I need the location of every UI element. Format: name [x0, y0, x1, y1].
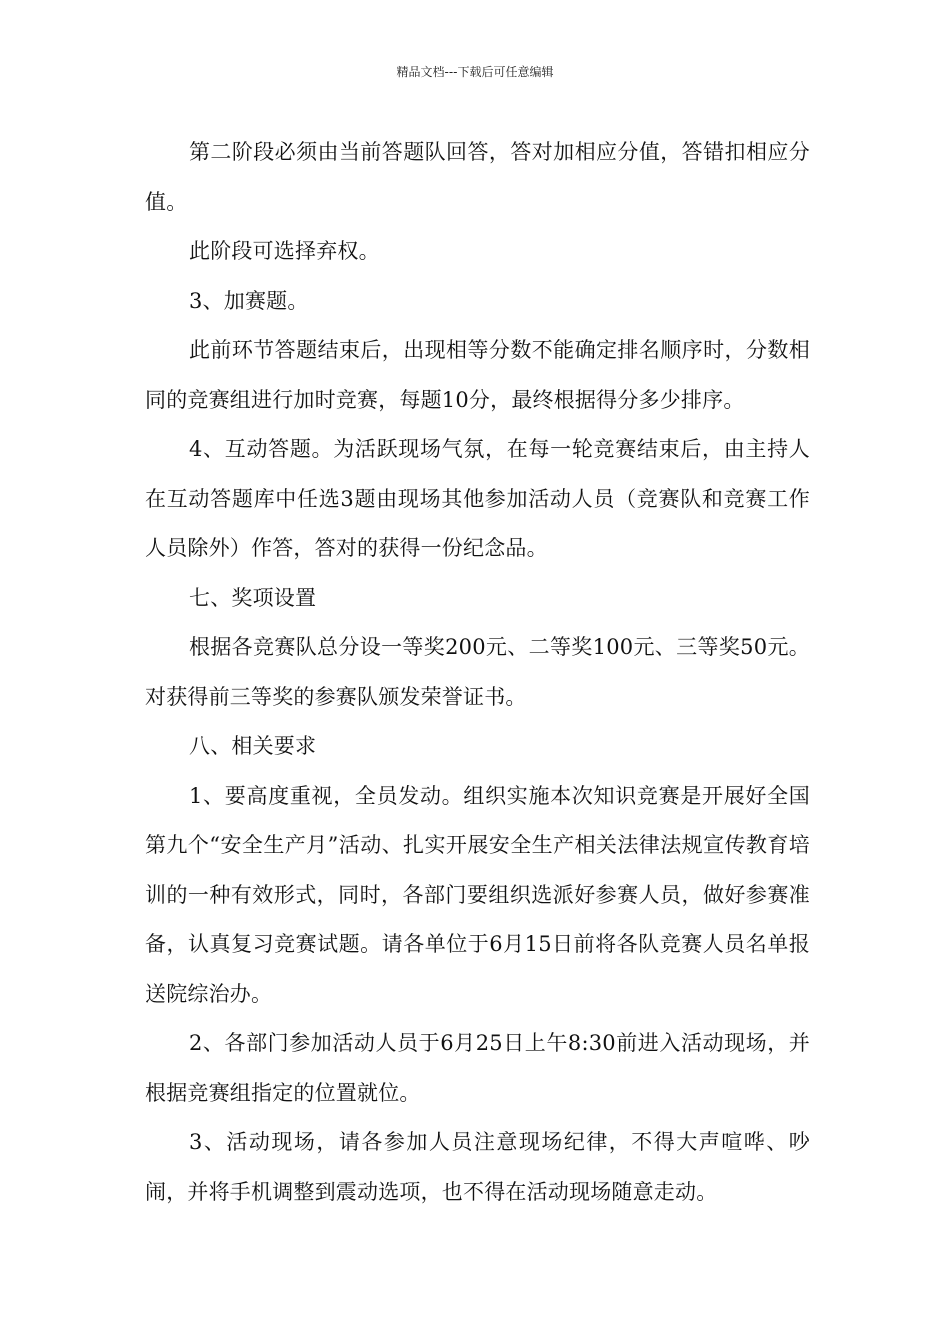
page-header: 精品文档---下载后可任意编辑 — [396, 65, 554, 79]
paragraph-requirement-2: 2、各部门参加活动人员于6月25日上午8:30前进入活动现场，并根据竞赛组指定的位置就位。 — [145, 1031, 810, 1105]
section-heading-requirements: 八、相关要求 — [189, 734, 317, 758]
paragraph-interactive-questions: 4、互动答题。为活跃现场气氛，在每一轮竞赛结束后，由主持人在互动答题库中任选3题由现场其他参加活动人员（竞赛队和竞赛工作人员除外）作答，答对的获得一份纪念品。 — [145, 437, 810, 560]
paragraph-waiver: 此阶段可选择弃权。 — [189, 239, 380, 263]
document-body — [145, 128, 810, 1217]
paragraph-tiebreak-rules: 此前环节答题结束后，出现相等分数不能确定排名顺序时，分数相同的竞赛组进行加时竞赛，每题10分，最终根据得分多少排序。 — [145, 338, 810, 412]
section-heading-awards: 七、奖项设置 — [189, 585, 317, 610]
paragraph-requirement-3: 3、活动现场，请各参加人员注意现场纪律，不得大声喧哗、吵闹，并将手机调整到震动选项，也不得在活动现场随意走动。 — [145, 1130, 810, 1204]
paragraph-stage-two-rules: 第二阶段必须由当前答题队回答，答对加相应分值，答错扣相应分值。 — [145, 140, 810, 214]
paragraph-requirement-1: 1、要高度重视，全员发动。组织实施本次知识竞赛是开展好全国第九个“安全生产月”活动、扎实开展安全生产相关法律法规宣传教育培训的一种有效形式，同时，各部门要组织选派好参赛人员，做好参赛准备，认真复习竞赛试题。请各单位于6月15日前将各队竞赛人员名单报送院综治办。 — [145, 783, 810, 1006]
paragraph-awards: 根据各竞赛队总分设一等奖200元、二等奖100元、三等奖50元。对获得前三等奖的参赛队颁发荣誉证书。 — [145, 635, 810, 709]
paragraph-tiebreak-heading: 3、加赛题。 — [189, 288, 309, 313]
